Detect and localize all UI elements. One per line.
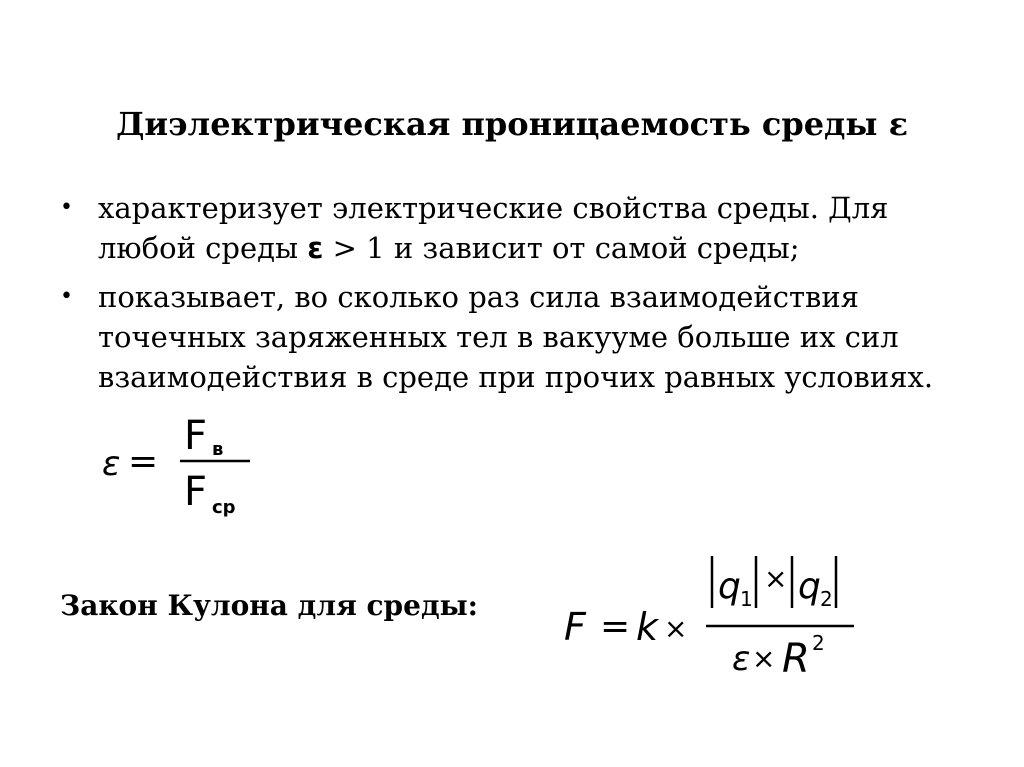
bullet-list [60, 188, 960, 406]
coulomb-law-formula [560, 548, 860, 683]
formula-equals-sign: = [128, 441, 159, 482]
formula-numerator-F: F [184, 413, 208, 459]
bullet-marker: • [60, 195, 73, 220]
formula-times-sign: × [752, 642, 776, 675]
coulomb-law-label: Закон Кулона для среды: [60, 589, 479, 622]
formula-R: R [782, 636, 810, 682]
formula-q1: q [718, 566, 741, 607]
epsilon-symbol: ε [307, 231, 324, 265]
bullet-text-part: > 1 и зависит от самой среды; [323, 231, 800, 265]
bullet-item-properties [60, 188, 960, 268]
epsilon-ratio-formula [100, 405, 260, 520]
title-epsilon-symbol: ε [888, 105, 909, 143]
formula-R-exponent: 2 [812, 631, 825, 655]
slide-title [60, 102, 964, 146]
formula-denominator-F: F [184, 469, 208, 515]
formula-times-sign: × [764, 562, 788, 595]
formula-q2-subscript: 2 [820, 587, 833, 611]
bullet-text-part: характеризует электрические свойства среды. Для любой среды [98, 191, 889, 265]
formula-times-sign: × [664, 612, 688, 645]
formula-epsilon-lhs: ε [102, 444, 121, 484]
formula-epsilon: ε [732, 639, 751, 679]
bullet-marker: • [60, 284, 73, 309]
bullet-text [98, 188, 960, 268]
title-text: Диэлектрическая проницаемость среды [115, 105, 878, 143]
formula-q1-subscript: 1 [740, 587, 753, 611]
bullet-text: показывает, во сколько раз сила взаимодействия точечных заряженных тел в вакууме больше их сил взаимодействия в среде при прочих равных условиях. [98, 280, 934, 394]
formula-denominator-subscript: ср [212, 497, 236, 518]
formula-equals-sign: = [600, 606, 631, 647]
formula-q2: q [798, 566, 821, 607]
formula-F: F [564, 605, 586, 649]
formula-k: k [636, 605, 659, 649]
bullet-item-ratio [60, 277, 960, 397]
formula-numerator-subscript: в [212, 439, 224, 460]
